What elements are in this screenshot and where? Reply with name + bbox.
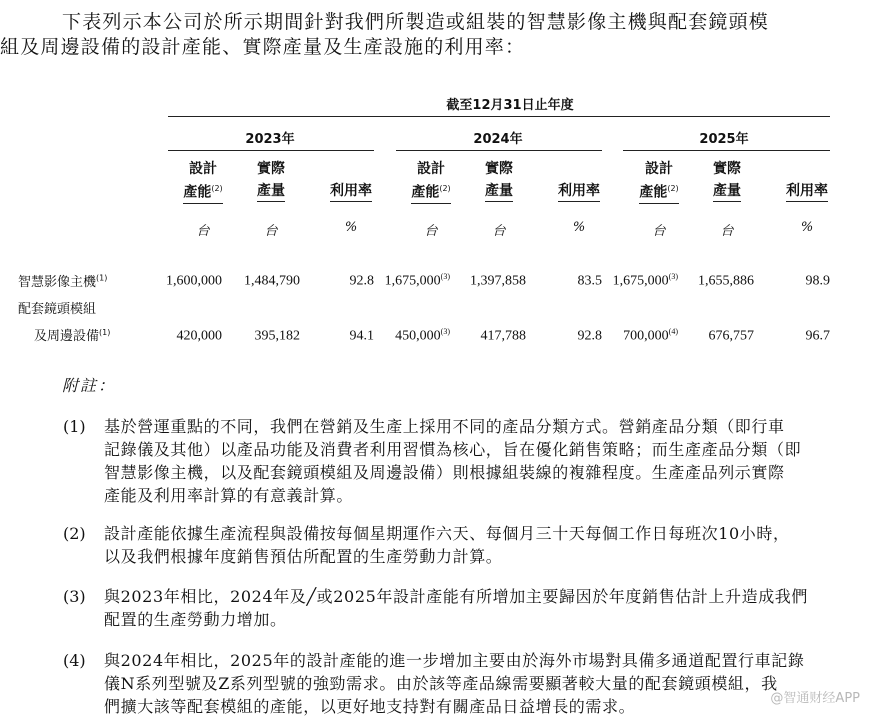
year-header-2024: 2024年 [473,132,523,147]
year-rule-2025 [623,150,830,151]
unit-label-2024-2: % [572,220,586,235]
cell-main-unit-1: 1,484,790 [244,273,300,289]
table-rule-top [168,116,830,117]
intro-paragraph [0,10,852,60]
col-header-design-capacity-2023: 設計 產能$^{(2)}$ [168,158,238,204]
year-rule-2023 [168,150,374,151]
col-header-actual-output-2025: 實際 產量 [692,158,762,202]
note-number-1: (1) [63,417,86,436]
cell-lens-module-1: 395,182 [254,328,300,344]
cell-main-unit-4: 1,397,858 [470,273,526,289]
cell-main-unit-3: 1,675,000$^{(3)}$ [384,272,450,289]
cell-lens-module-5: 92.8 [577,328,602,344]
note-text-2: 設計產能依據生產流程與設備按每個星期運作六天、每個月三十天每個工作日每班次10小時， 以及我們根據年度銷售預估所配置的生產勞動力計算。 [104,524,790,566]
note-text-1: 基於營運重點的不同，我們在營銷及生產上採用不同的產品分類方式。營銷產品分類（即行車 記錄儀及其他）以產品功能及消費者利用習慣為核心，旨在優化銷售策略；而生產產品分類（即 智慧影像主機，以及配套鏡頭模組及周邊設備）則根據組裝線的複雜程度。生產產品列示實際 產能及利用率計算的有意義計算。 [104,417,802,505]
cell-main-unit-2: 92.8 [349,273,374,289]
unit-label-2023-2: % [344,220,358,235]
cell-main-unit-6: 1,675,000$^{(3)}$ [612,272,678,289]
year-header-2023: 2023年 [245,132,295,147]
row-label-lens-module: 配套鏡頭模組 及周邊設備$^{(1)}$ [18,302,111,345]
cell-lens-module-0: 420,000 [176,328,222,344]
unit-label-2024-1: 台 [492,224,506,239]
year-header-2025: 2025年 [699,132,749,147]
col-header-actual-output-2024: 實際 產量 [464,158,534,202]
watermark: @智通财经APP [770,691,860,706]
note-text-3: 與2023年相比，2024年及╱或2025年設計產能有所增加主要歸因於年度銷售估計上升造成我們 配置的生產勞動力增加。 [104,587,808,629]
unit-label-2023-1: 台 [264,224,278,239]
cell-lens-module-3: 450,000$^{(3)}$ [395,327,450,344]
cell-main-unit-5: 83.5 [577,273,602,289]
note-text-4: 與2024年相比，2025年的設計產能的進一步增加主要由於海外市場對具備多通道配置行車記錄 儀N系列型號及Z系列型號的強勁需求。由於該等產品線需要顯著較大量的配套鏡頭模組，我 們擴大該等配套模組的產能，以更好地支持對有關產品日益增長的需求。 [104,651,805,716]
cell-lens-module-8: 96.7 [805,328,830,344]
cell-main-unit-0: 1,600,000 [166,273,222,289]
col-header-utilization-2024: 利用率 [544,180,614,202]
note-number-2: (2) [63,524,86,543]
year-rule-2024 [396,150,602,151]
col-header-actual-output-2023: 實際 產量 [236,158,306,202]
cell-lens-module-2: 94.1 [349,328,374,344]
col-header-design-capacity-2025: 設計 產能$^{(2)}$ [624,158,694,204]
table-caption: 截至12月31日止年度 [446,98,574,113]
unit-label-2025-2: % [800,220,814,235]
intro-line-1: 下表列示本公司於所示期間針對我們所製造或組裝的智慧影像主機與配套鏡頭模 [62,11,770,33]
unit-label-2025-1: 台 [720,224,734,239]
cell-lens-module-6: 700,000$^{(4)}$ [623,327,678,344]
cell-main-unit-8: 98.9 [805,273,830,289]
col-header-design-capacity-2024: 設計 產能$^{(2)}$ [396,158,466,204]
unit-label-2024-0: 台 [424,224,438,239]
col-header-utilization-2025: 利用率 [772,180,842,202]
cell-main-unit-7: 1,655,886 [698,273,754,289]
row-label-main-unit: 智慧影像主機$^{(1)}$ [18,273,108,290]
intro-line-2: 組及周邊設備的設計產能、實際產量及生產設施的利用率： [0,36,526,58]
notes-title: 附註： [62,376,117,395]
note-number-4: (4) [63,651,86,670]
cell-lens-module-4: 417,788 [480,328,526,344]
cell-lens-module-7: 676,757 [708,328,754,344]
unit-label-2023-0: 台 [196,224,210,239]
unit-label-2025-0: 台 [652,224,666,239]
note-number-3: (3) [63,587,86,606]
col-header-utilization-2023: 利用率 [316,180,386,202]
